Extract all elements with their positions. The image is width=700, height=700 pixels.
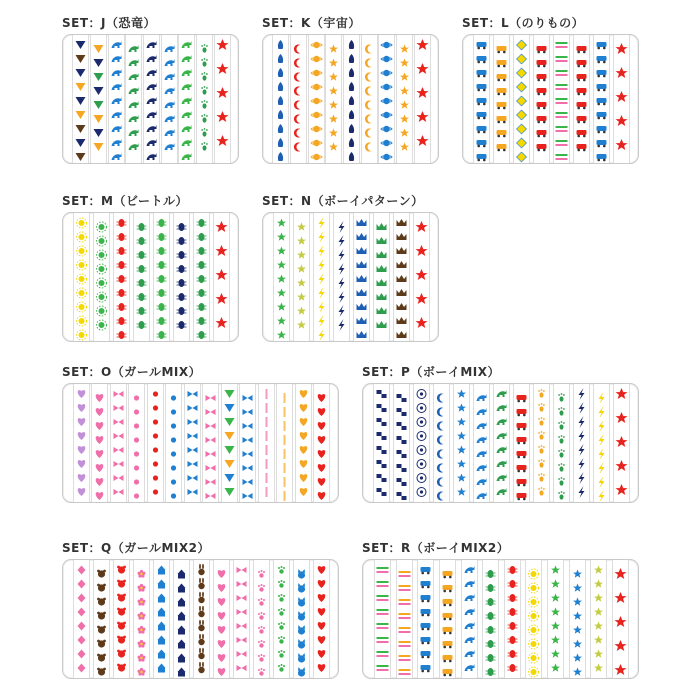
tape-strip	[125, 35, 142, 163]
tape-motif	[134, 213, 149, 341]
tape-strip	[378, 35, 395, 163]
tape-motif	[394, 213, 409, 341]
tape-strip	[374, 560, 391, 678]
set-title: SET：L（のりもの）	[462, 16, 585, 30]
tape-motif	[194, 560, 209, 678]
tape-strip	[333, 213, 350, 341]
tape-strip	[73, 384, 90, 502]
tape-strip	[612, 560, 629, 678]
tape-strip	[396, 560, 413, 678]
tape-card[interactable]	[362, 559, 639, 679]
tape-strip	[214, 35, 231, 163]
tape-motif	[111, 384, 126, 502]
tape-strip	[417, 560, 434, 678]
tape-motif	[334, 213, 349, 341]
tape-strip	[613, 384, 630, 502]
set-title: SET：R（ボーイMIX2）	[362, 541, 510, 555]
tape-motif	[548, 560, 563, 678]
tape-strip	[113, 560, 130, 678]
tape-motif	[434, 384, 449, 502]
tape-motif	[570, 560, 585, 678]
tape-motif	[526, 560, 541, 678]
tape-strip	[273, 213, 290, 341]
tape-strip	[290, 35, 307, 163]
tape-strip	[553, 35, 570, 163]
tape-motif	[197, 35, 212, 163]
tape-motif	[114, 560, 129, 678]
tape-strip	[295, 384, 312, 502]
tape-card[interactable]	[62, 383, 339, 503]
tape-strip	[239, 384, 256, 502]
tape-motif	[314, 560, 329, 678]
tape-motif	[114, 213, 129, 341]
tape-motif	[594, 35, 609, 163]
tape-motif	[614, 384, 629, 502]
set-title: SET：Q（ガールMIX2）	[62, 541, 210, 555]
tape-motif	[144, 35, 159, 163]
tape-strip	[573, 384, 590, 502]
tape-motif	[314, 213, 329, 341]
tape-strip	[373, 384, 390, 502]
tape-strip	[293, 560, 310, 678]
tape-motif	[194, 213, 209, 341]
tape-motif	[554, 35, 569, 163]
tape-motif	[379, 35, 394, 163]
tape-strip	[73, 213, 90, 341]
tape-motif	[394, 384, 409, 502]
tape-motif	[203, 384, 218, 502]
tape-motif	[259, 384, 274, 502]
tape-strip	[258, 384, 275, 502]
tape-motif	[397, 560, 412, 678]
tape-motif	[214, 213, 229, 341]
tape-strip	[593, 35, 610, 163]
tape-strip	[108, 35, 125, 163]
tape-motif	[222, 384, 237, 502]
tape-motif	[362, 35, 377, 163]
tape-strip	[513, 35, 530, 163]
tape-strip	[72, 35, 89, 163]
tape-strip	[93, 213, 110, 341]
tape-motif	[215, 35, 230, 163]
tape-strip	[590, 560, 607, 678]
tape-motif	[91, 35, 106, 163]
tape-motif	[397, 35, 412, 163]
tape-strip	[161, 35, 178, 163]
set-title: SET：M（ビートル）	[62, 194, 188, 208]
tape-strip	[569, 560, 586, 678]
tape-strip	[133, 213, 150, 341]
set-title: SET：O（ガールMIX）	[62, 365, 202, 379]
tape-motif	[514, 35, 529, 163]
set-title: SET：N（ボーイパターン）	[262, 194, 424, 208]
tape-motif	[474, 35, 489, 163]
tape-motif	[109, 35, 124, 163]
tape-motif	[254, 560, 269, 678]
tape-strip	[525, 560, 542, 678]
tape-strip	[393, 213, 410, 341]
tape-strip	[473, 384, 490, 502]
tape-motif	[574, 384, 589, 502]
tape-card[interactable]	[262, 212, 439, 342]
tape-motif	[291, 35, 306, 163]
tape-motif	[154, 213, 169, 341]
tape-motif	[415, 35, 430, 163]
tape-strip	[173, 213, 190, 341]
set-title: SET：P（ボーイMIX）	[362, 365, 500, 379]
tape-strip	[593, 384, 610, 502]
tape-strip	[533, 384, 550, 502]
set-title: SET：K（宇宙）	[262, 16, 361, 30]
tape-strip	[90, 35, 107, 163]
tape-strip	[91, 384, 108, 502]
tape-strip	[153, 560, 170, 678]
tape-motif	[494, 384, 509, 502]
tape-strip	[413, 384, 430, 502]
tape-motif	[74, 213, 89, 341]
tape-motif	[594, 384, 609, 502]
tape-motif	[94, 213, 109, 341]
tape-motif	[374, 384, 389, 502]
tape-motif	[344, 35, 359, 163]
tape-strip	[482, 560, 499, 678]
tape-motif	[162, 35, 177, 163]
tape-strip	[313, 213, 330, 341]
tape-strip	[273, 560, 290, 678]
tape-motif	[494, 35, 509, 163]
tape-motif	[179, 35, 194, 163]
tape-strip	[533, 35, 550, 163]
tape-motif	[309, 35, 324, 163]
tape-motif	[354, 213, 369, 341]
tape-motif	[74, 384, 89, 502]
tape-strip	[573, 35, 590, 163]
tape-motif	[505, 560, 520, 678]
tape-strip	[221, 384, 238, 502]
tape-strip	[196, 35, 213, 163]
tape-motif	[294, 213, 309, 341]
tape-strip	[313, 560, 330, 678]
tape-strip	[178, 35, 195, 163]
tape-motif	[613, 560, 628, 678]
tape-motif	[375, 560, 390, 678]
tape-motif	[240, 384, 255, 502]
tape-card[interactable]	[62, 212, 239, 342]
tape-motif	[614, 35, 629, 163]
tape-motif	[514, 384, 529, 502]
tape-strip	[128, 384, 145, 502]
tape-motif	[326, 35, 341, 163]
tape-motif	[274, 560, 289, 678]
tape-motif	[174, 213, 189, 341]
tape-motif	[294, 560, 309, 678]
tape-strip	[143, 35, 160, 163]
tape-strip	[343, 35, 360, 163]
tape-motif	[440, 560, 455, 678]
tape-motif	[274, 213, 289, 341]
tape-strip	[293, 213, 310, 341]
tape-motif	[591, 560, 606, 678]
tape-strip	[493, 384, 510, 502]
tape-strip	[473, 35, 490, 163]
tape-strip	[193, 560, 210, 678]
tape-strip	[439, 560, 456, 678]
tape-motif	[214, 560, 229, 678]
tape-motif	[296, 384, 311, 502]
tape-motif	[129, 384, 144, 502]
tape-motif	[314, 384, 329, 502]
tape-motif	[418, 560, 433, 678]
tape-strip	[613, 35, 630, 163]
tape-strip	[308, 35, 325, 163]
tape-motif	[126, 35, 141, 163]
tape-strip	[184, 384, 201, 502]
tape-strip	[414, 35, 431, 163]
tape-strip	[453, 384, 470, 502]
tape-strip	[361, 35, 378, 163]
tape-strip	[153, 213, 170, 341]
tape-motif	[574, 35, 589, 163]
tape-motif	[534, 35, 549, 163]
tape-motif	[414, 384, 429, 502]
tape-strip	[193, 213, 210, 341]
tape-strip	[461, 560, 478, 678]
tape-card[interactable]	[62, 34, 239, 164]
tape-motif	[74, 560, 89, 678]
tape-strip	[213, 213, 230, 341]
tape-strip	[504, 560, 521, 678]
tape-strip	[553, 384, 570, 502]
tape-card[interactable]	[62, 559, 339, 679]
tape-strip	[213, 560, 230, 678]
tape-motif	[414, 213, 429, 341]
tape-motif	[474, 384, 489, 502]
tape-strip	[493, 35, 510, 163]
tape-strip	[253, 560, 270, 678]
tape-strip	[133, 560, 150, 678]
tape-strip	[433, 384, 450, 502]
tape-motif	[554, 384, 569, 502]
tape-motif	[273, 35, 288, 163]
tape-motif	[134, 560, 149, 678]
tape-card[interactable]	[362, 383, 639, 503]
tape-strip	[547, 560, 564, 678]
tape-motif	[73, 35, 88, 163]
tape-strip	[513, 384, 530, 502]
tape-motif	[94, 560, 109, 678]
tape-strip	[113, 213, 130, 341]
tape-motif	[374, 213, 389, 341]
tape-strip	[73, 560, 90, 678]
tape-motif	[154, 560, 169, 678]
tape-strip	[276, 384, 293, 502]
tape-strip	[173, 560, 190, 678]
tape-strip	[233, 560, 250, 678]
tape-strip	[413, 213, 430, 341]
tape-motif	[92, 384, 107, 502]
tape-card[interactable]	[262, 34, 439, 164]
tape-motif	[462, 560, 477, 678]
tape-strip	[325, 35, 342, 163]
tape-motif	[148, 384, 163, 502]
tape-motif	[454, 384, 469, 502]
set-title: SET：J（恐竜）	[62, 16, 156, 30]
tape-strip	[396, 35, 413, 163]
tape-motif	[277, 384, 292, 502]
tape-motif	[185, 384, 200, 502]
tape-strip	[373, 213, 390, 341]
tape-motif	[534, 384, 549, 502]
tape-strip	[93, 560, 110, 678]
tape-strip	[110, 384, 127, 502]
tape-motif	[234, 560, 249, 678]
tape-strip	[272, 35, 289, 163]
tape-motif	[166, 384, 181, 502]
tape-strip	[393, 384, 410, 502]
tape-strip	[202, 384, 219, 502]
tape-motif	[174, 560, 189, 678]
tape-strip	[165, 384, 182, 502]
tape-strip	[147, 384, 164, 502]
tape-strip	[313, 384, 330, 502]
tape-strip	[353, 213, 370, 341]
tape-motif	[483, 560, 498, 678]
tape-card[interactable]	[462, 34, 639, 164]
